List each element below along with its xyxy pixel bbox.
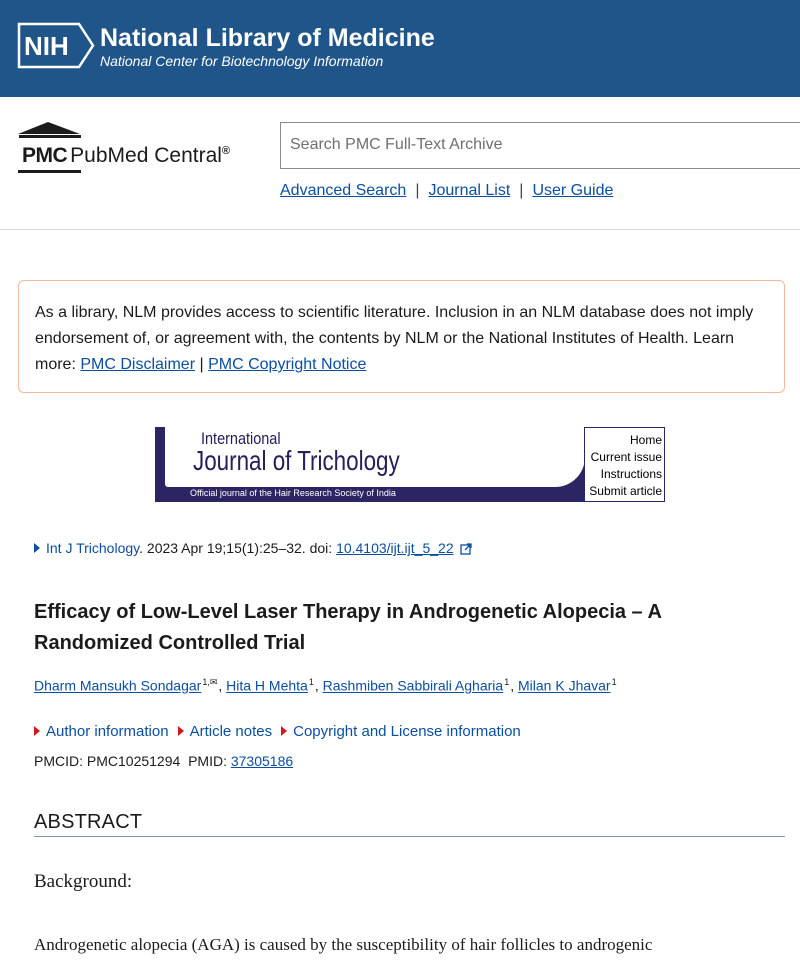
search-input[interactable] bbox=[281, 123, 799, 167]
nav-separator: | bbox=[519, 182, 524, 199]
pmc-abbr: PMC bbox=[22, 144, 68, 167]
expand-triangle-icon bbox=[34, 726, 40, 736]
nih-logo-text: NIH bbox=[24, 31, 69, 61]
author-information-label: Author information bbox=[46, 723, 169, 740]
expand-triangle-icon bbox=[34, 543, 40, 553]
journal-banner-tagline: Official journal of the Hair Research Society of India bbox=[190, 488, 396, 498]
pmc-name: PubMed Central bbox=[70, 144, 222, 167]
author-information-toggle[interactable] bbox=[34, 723, 169, 740]
nlm-title[interactable]: National Library of Medicine bbox=[100, 24, 435, 52]
author-separator: , bbox=[314, 677, 323, 694]
nih-header bbox=[0, 0, 800, 97]
ncbi-subtitle[interactable]: National Center for Biotechnology Information bbox=[100, 53, 384, 69]
copyright-license-label: Copyright and License information bbox=[293, 723, 521, 740]
journal-list-link[interactable]: Journal List bbox=[428, 182, 511, 199]
nlm-disclaimer-notice bbox=[18, 280, 785, 393]
pmc-wordmark bbox=[22, 144, 230, 168]
pmcid: PMCID: PMC10251294 bbox=[34, 753, 181, 769]
pmid-link[interactable]: 37305186 bbox=[230, 753, 294, 769]
article-ids bbox=[34, 753, 293, 769]
user-guide-link[interactable]: User Guide bbox=[532, 182, 614, 199]
author-separator: , bbox=[218, 677, 227, 694]
article-notes-toggle[interactable] bbox=[178, 723, 273, 740]
registered-mark: ® bbox=[221, 145, 231, 157]
citation-line bbox=[34, 540, 472, 556]
background-heading: Background: bbox=[34, 871, 133, 892]
abstract-body-text: Androgenetic alopecia (AGA) is caused by the susceptibility of hair follicles to androgenic bbox=[34, 935, 653, 954]
header-divider bbox=[0, 229, 800, 230]
author-affiliation[interactable]: 1,✉ bbox=[202, 677, 218, 687]
expand-triangle-icon bbox=[281, 726, 287, 736]
journal-banner-links bbox=[584, 427, 665, 502]
journal-current-issue-link[interactable]: Current issue bbox=[590, 450, 662, 464]
author-link[interactable]: Hita H Mehta bbox=[226, 677, 308, 694]
article-title: Efficacy of Low-Level Laser Therapy in Androgenetic Alopecia – A Randomized Controlled Trial bbox=[34, 601, 662, 654]
advanced-search-link[interactable]: Advanced Search bbox=[280, 182, 407, 199]
search-box bbox=[280, 122, 800, 169]
author-link[interactable]: Rashmiben Sabbirali Agharia bbox=[322, 677, 504, 694]
pmc-logo[interactable] bbox=[18, 122, 268, 174]
article-notes-label: Article notes bbox=[189, 723, 273, 740]
journal-banner-line2: Journal of Trichology bbox=[193, 445, 400, 476]
nav-links bbox=[280, 182, 613, 200]
author-affiliation[interactable]: 1 bbox=[611, 677, 617, 687]
journal-citation-link[interactable]: Int J Trichology bbox=[46, 540, 140, 556]
author-list bbox=[34, 677, 618, 694]
article-info-links bbox=[34, 723, 530, 740]
copyright-license-toggle[interactable] bbox=[281, 723, 521, 740]
citation-details: . 2023 Apr 19;15(1):25–32. doi: bbox=[139, 540, 337, 556]
external-link-icon bbox=[460, 543, 472, 555]
pmc-copyright-link[interactable]: PMC Copyright Notice bbox=[208, 356, 367, 373]
author-affiliation[interactable]: 1 bbox=[504, 677, 510, 687]
pmc-temple-icon bbox=[18, 122, 88, 144]
journal-banner-title-area bbox=[165, 427, 585, 487]
pmc-disclaimer-link[interactable]: PMC Disclaimer bbox=[80, 356, 196, 373]
journal-submit-article-link[interactable]: Submit article bbox=[589, 484, 662, 498]
author-link[interactable]: Dharm Mansukh Sondagar bbox=[34, 677, 202, 694]
pmid-label: PMID: bbox=[188, 753, 227, 769]
notice-text: As a library, NLM provides access to scientific literature. Inclusion in an NLM database does not imply endorsement of, or agreement with, the contents by NLM or the National Institutes of Health. bbox=[35, 304, 754, 347]
nih-logo-icon[interactable] bbox=[17, 22, 95, 69]
journal-instructions-link[interactable]: Instructions bbox=[600, 467, 662, 481]
journal-banner-line1: International bbox=[201, 429, 281, 448]
author-separator: , bbox=[510, 677, 518, 694]
doi-link[interactable]: 10.4103/ijt.ijt_5_22 bbox=[336, 540, 454, 556]
author-link[interactable]: Milan K Jhavar bbox=[518, 677, 611, 694]
learn-more-label: Learn more: bbox=[35, 330, 735, 373]
journal-home-link[interactable]: Home bbox=[629, 433, 662, 447]
author-affiliation[interactable]: 1 bbox=[308, 677, 314, 687]
abstract-heading: ABSTRACT bbox=[34, 811, 785, 837]
expand-triangle-icon bbox=[178, 726, 184, 736]
nav-separator: | bbox=[415, 182, 420, 199]
notice-separator: | bbox=[199, 356, 204, 373]
journal-banner[interactable] bbox=[155, 427, 665, 502]
pmc-underline bbox=[18, 170, 84, 173]
